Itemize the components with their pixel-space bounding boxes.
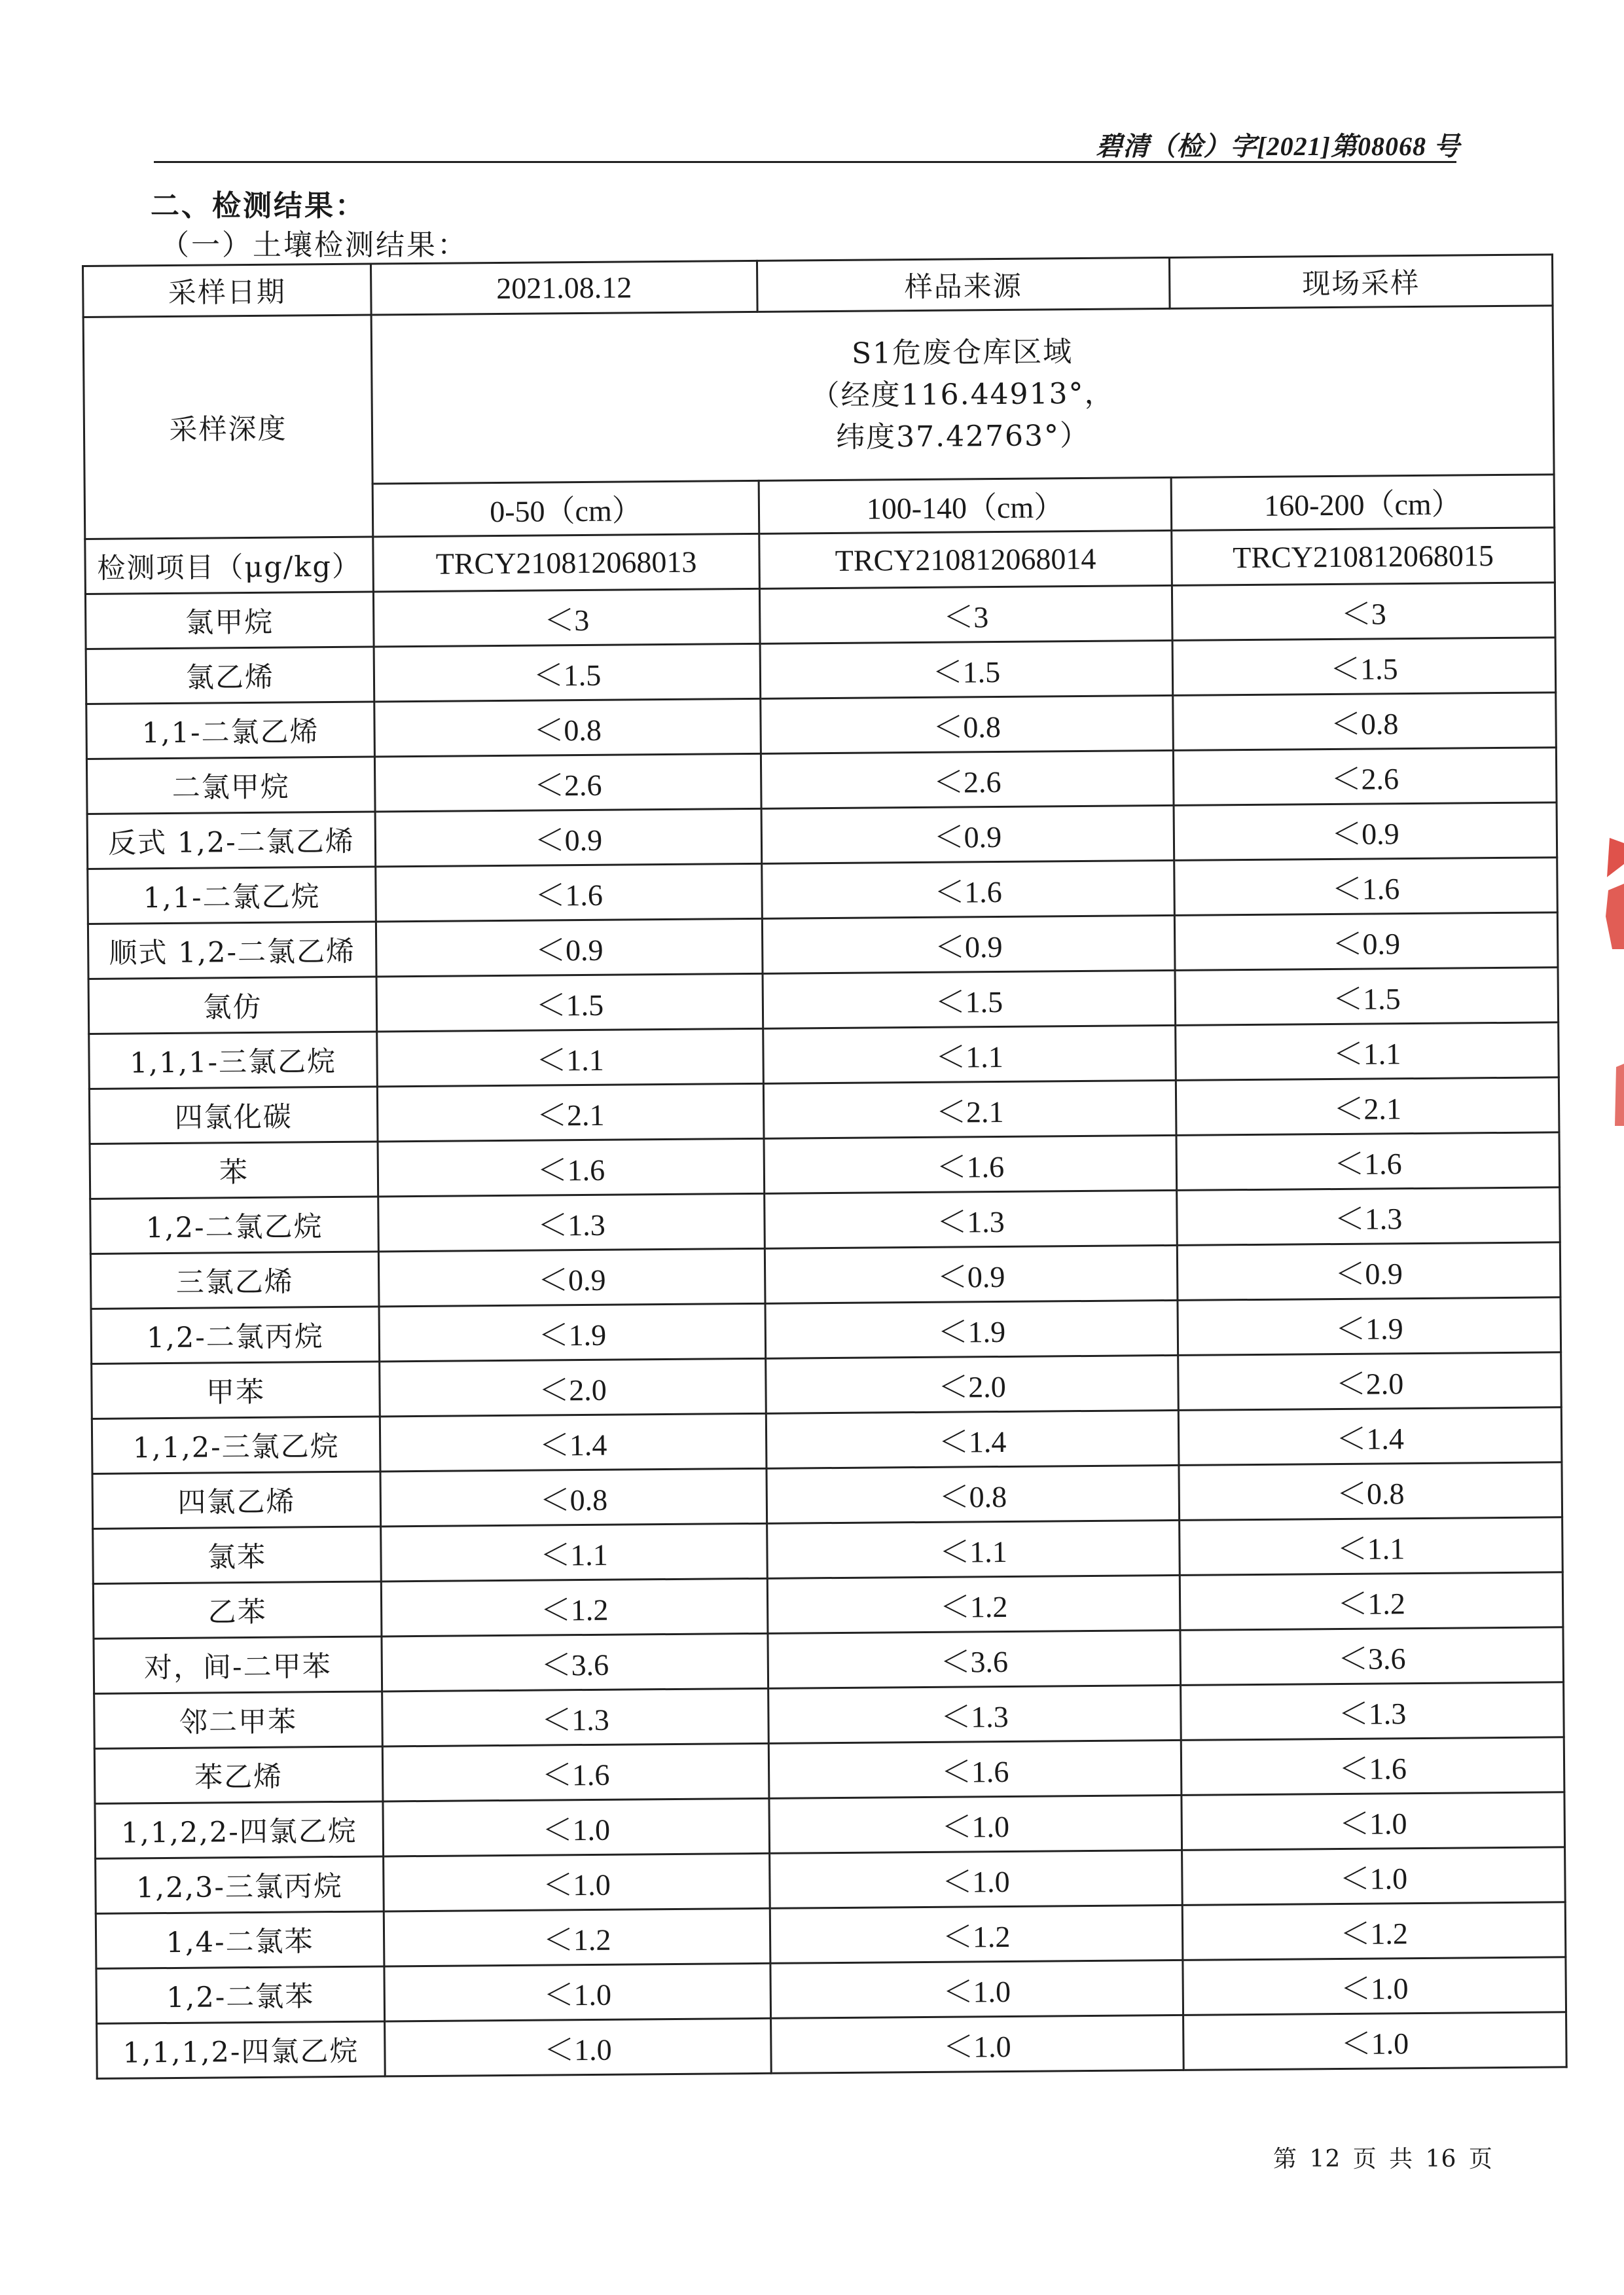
- result-value: ＜0.9: [762, 915, 1175, 973]
- result-value: ＜1.5: [1175, 967, 1559, 1026]
- result-value: ＜3: [373, 588, 760, 647]
- result-value: ＜1.4: [1178, 1407, 1562, 1466]
- result-value: ＜1.0: [770, 1850, 1183, 1908]
- item-unit-label: 检测项目（μg/kg）: [85, 537, 374, 594]
- result-value: ＜0.9: [1177, 1242, 1561, 1301]
- sampling-depth-label: 采样深度: [83, 315, 373, 539]
- analyte-name: 三氯乙烯: [90, 1252, 379, 1309]
- result-value: ＜3.6: [768, 1630, 1181, 1688]
- result-value: ＜1.4: [380, 1413, 767, 1472]
- result-value: ＜0.8: [761, 695, 1174, 753]
- analyte-name: 邻二甲苯: [94, 1691, 383, 1748]
- result-value: ＜1.2: [384, 1908, 770, 1966]
- result-value: ＜1.1: [763, 1025, 1176, 1083]
- result-value: ＜1.0: [384, 1853, 770, 1911]
- result-value: ＜2.6: [761, 750, 1174, 808]
- analyte-name: 1,1,2,2-四氯乙烷: [95, 1801, 384, 1858]
- analyte-name: 苯乙烯: [94, 1746, 383, 1803]
- result-value: ＜2.1: [1176, 1077, 1559, 1136]
- result-value: ＜0.9: [765, 1245, 1178, 1303]
- result-value: ＜2.6: [1173, 748, 1557, 806]
- location-line-1: S1危废仓库区域: [851, 334, 1074, 370]
- analyte-name: 1,1,1,2-四氯乙烷: [97, 2021, 386, 2078]
- analyte-name: 顺式 1,2-二氯乙烯: [88, 922, 376, 979]
- analyte-name: 反式 1,2-二氯乙烯: [87, 812, 376, 869]
- header-rule: [154, 161, 1456, 163]
- result-value: ＜0.8: [380, 1468, 767, 1527]
- result-value: ＜1.5: [376, 973, 763, 1032]
- result-value: ＜1.9: [379, 1303, 766, 1362]
- result-value: ＜1.0: [1182, 1792, 1565, 1851]
- result-value: ＜1.1: [377, 1028, 764, 1087]
- result-value: ＜1.5: [374, 643, 761, 702]
- section-subtitle: （一）土壤检测结果：: [160, 228, 468, 262]
- analyte-name: 1,1-二氯乙烷: [88, 867, 376, 924]
- analyte-name: 1,1-二氯乙烯: [86, 702, 375, 759]
- result-value: ＜1.1: [767, 1520, 1180, 1578]
- analyte-name: 四氯化碳: [89, 1087, 378, 1144]
- result-value: ＜1.3: [382, 1688, 769, 1746]
- report-number: 碧清（检）字[2021]第08068 号: [1096, 132, 1460, 161]
- analyte-name: 苯: [90, 1142, 378, 1199]
- result-value: ＜1.0: [1182, 1847, 1566, 1906]
- result-value: ＜3: [759, 585, 1172, 643]
- result-value: ＜0.9: [1174, 913, 1558, 971]
- analyte-name: 氯苯: [93, 1527, 382, 1583]
- analyte-name: 甲苯: [92, 1362, 380, 1419]
- location-line-3: 纬度37.42763°）: [835, 418, 1091, 454]
- result-value: ＜1.0: [1183, 1957, 1566, 2015]
- sample-code-2: TRCY210812068015: [1172, 528, 1555, 586]
- result-value: ＜1.5: [763, 970, 1176, 1028]
- result-value: ＜1.2: [1180, 1572, 1563, 1631]
- sample-code-1: TRCY210812068014: [759, 530, 1172, 588]
- result-value: ＜1.6: [1181, 1737, 1564, 1796]
- sample-source-label: 样品来源: [757, 257, 1170, 312]
- analyte-name: 1,2,3-三氯丙烷: [96, 1856, 384, 1913]
- result-value: ＜1.2: [381, 1578, 768, 1636]
- analyte-name: 1,2-二氯乙烷: [90, 1197, 379, 1254]
- analyte-name: 四氯乙烯: [92, 1472, 381, 1528]
- analyte-name: 1,4-二氯苯: [96, 1911, 384, 1968]
- result-value: ＜1.3: [765, 1190, 1178, 1248]
- result-value: ＜1.0: [385, 2018, 772, 2076]
- result-value: ＜1.2: [770, 1905, 1183, 1963]
- result-value: ＜1.0: [1183, 2012, 1567, 2070]
- sampling-date-label: 采样日期: [83, 264, 372, 317]
- result-value: ＜1.6: [764, 1135, 1177, 1193]
- result-value: ＜1.0: [769, 1795, 1182, 1853]
- result-value: ＜0.9: [375, 808, 762, 867]
- result-value: ＜0.8: [1179, 1462, 1562, 1521]
- analyte-name: 氯乙烯: [86, 647, 374, 704]
- result-value: ＜1.3: [768, 1685, 1182, 1743]
- analyte-name: 1,2-二氯丙烷: [91, 1307, 380, 1364]
- result-value: ＜1.3: [1181, 1682, 1564, 1741]
- result-value: ＜1.5: [1172, 638, 1556, 696]
- result-value: ＜1.6: [382, 1743, 769, 1801]
- result-value: ＜1.6: [1174, 858, 1558, 916]
- sample-source-value: 现场采样: [1169, 255, 1553, 309]
- red-stamp-edge: [1603, 838, 1624, 1152]
- result-value: ＜1.1: [381, 1523, 768, 1581]
- result-value: ＜0.9: [1174, 803, 1557, 861]
- result-value: ＜1.0: [383, 1798, 770, 1856]
- result-value: ＜1.6: [378, 1138, 765, 1197]
- result-value: ＜1.0: [771, 2015, 1184, 2073]
- result-value: ＜1.6: [762, 860, 1175, 918]
- location-row: [83, 306, 1554, 486]
- soil-results-table: [82, 253, 1568, 2080]
- result-value: ＜1.6: [376, 863, 763, 922]
- result-value: ＜1.2: [767, 1575, 1180, 1633]
- sample-code-0: TRCY210812068013: [373, 533, 760, 592]
- result-value: ＜0.8: [1173, 693, 1557, 751]
- result-value: ＜1.3: [378, 1193, 765, 1252]
- depth-0: 0-50（cm）: [372, 480, 759, 537]
- result-value: ＜1.1: [1176, 1022, 1559, 1081]
- result-value: ＜1.6: [768, 1740, 1182, 1798]
- result-value: ＜2.1: [377, 1083, 764, 1142]
- result-value: ＜1.6: [1176, 1132, 1560, 1191]
- result-value: ＜2.0: [766, 1355, 1179, 1413]
- result-value: ＜2.0: [380, 1358, 767, 1417]
- result-value: ＜3.6: [382, 1633, 768, 1691]
- result-value: ＜0.8: [767, 1465, 1180, 1523]
- analyte-name: 氯仿: [88, 977, 377, 1034]
- analyte-name: 1,1,2-三氯乙烷: [92, 1417, 380, 1473]
- result-value: ＜1.9: [1178, 1297, 1561, 1356]
- location-line-2: （经度116.44913°，: [810, 376, 1115, 412]
- section-title: 二、检测结果：: [151, 189, 366, 223]
- result-value: ＜2.6: [374, 753, 761, 812]
- result-value: ＜1.5: [760, 640, 1173, 698]
- result-value: ＜0.8: [374, 698, 761, 757]
- analyte-name: 二氯甲烷: [86, 757, 375, 814]
- result-value: ＜1.3: [1177, 1187, 1561, 1246]
- result-value: ＜2.1: [763, 1080, 1176, 1138]
- sampling-location: [371, 306, 1554, 484]
- depth-1: 100-140（cm）: [759, 477, 1172, 533]
- result-value: ＜3: [1172, 583, 1555, 641]
- result-value: ＜1.2: [1182, 1902, 1566, 1961]
- result-value: ＜1.1: [1180, 1517, 1563, 1576]
- result-value: ＜1.0: [770, 1960, 1183, 2018]
- result-value: ＜1.4: [766, 1410, 1179, 1468]
- sampling-date-value: 2021.08.12: [370, 261, 757, 315]
- result-value: ＜1.0: [384, 1963, 771, 2021]
- analyte-name: 氯甲烷: [85, 592, 374, 649]
- table-row: [97, 2012, 1567, 2079]
- analyte-name: 乙苯: [93, 1581, 382, 1638]
- result-value: ＜2.0: [1178, 1352, 1562, 1411]
- analyte-name: 1,1,1-三氯乙烷: [89, 1032, 378, 1089]
- result-value: ＜0.9: [378, 1248, 765, 1307]
- page-number: 第 12 页 共 16 页: [1273, 2146, 1493, 2173]
- result-value: ＜0.9: [761, 805, 1174, 863]
- analyte-name: 对，间-二甲苯: [94, 1636, 382, 1693]
- result-value: ＜3.6: [1180, 1627, 1564, 1686]
- result-value: ＜1.9: [765, 1300, 1178, 1358]
- result-value: ＜0.9: [376, 918, 763, 977]
- analyte-name: 1,2-二氯苯: [96, 1966, 385, 2023]
- depth-2: 160-200（cm）: [1171, 475, 1555, 531]
